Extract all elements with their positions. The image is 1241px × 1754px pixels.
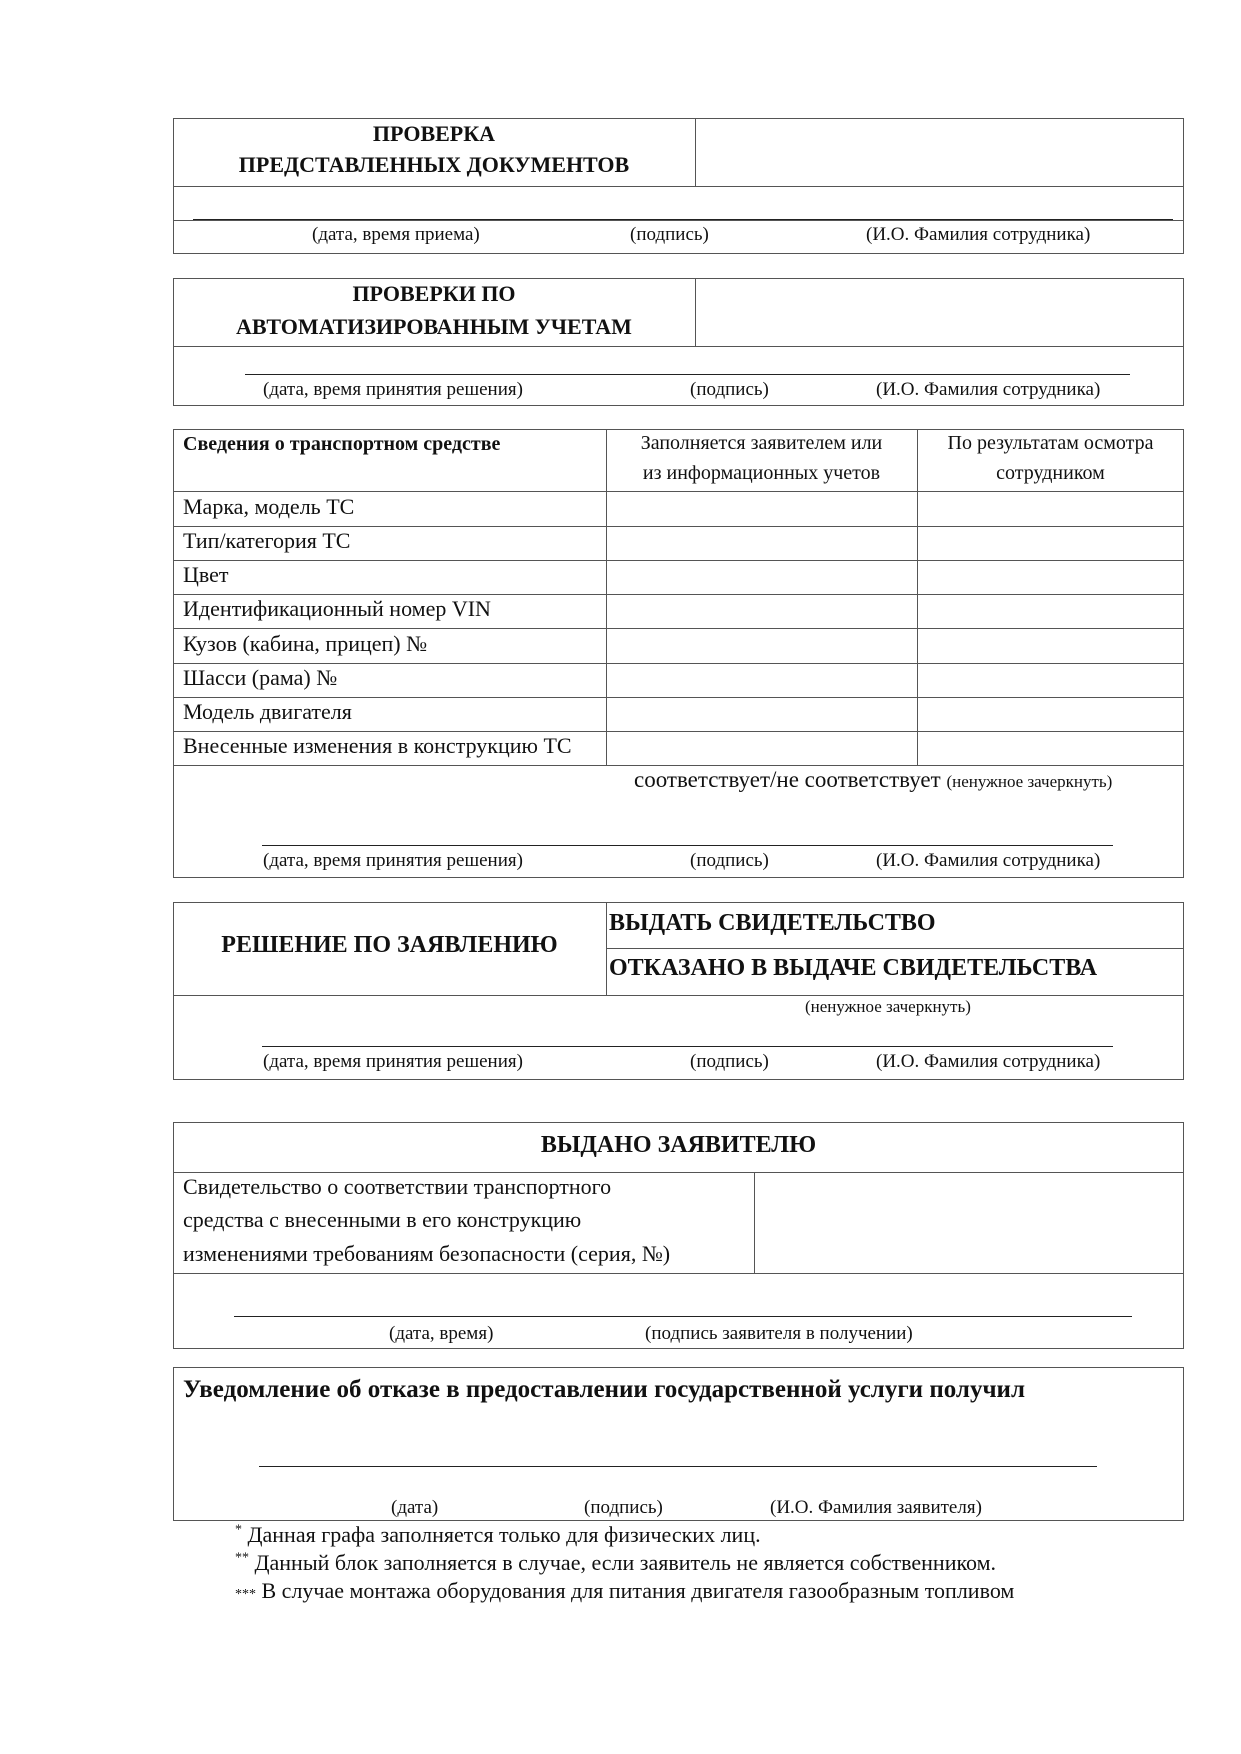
footnote-text: Данная графа заполняется только для физических лиц. <box>247 1522 761 1547</box>
conformity-text <box>634 767 1112 793</box>
caption-signature: (подпись) <box>690 850 769 871</box>
table-row-label: Тип/категория ТС <box>183 528 351 553</box>
footnote-mark: *** <box>235 1587 256 1602</box>
caption-signature: (подпись) <box>584 1497 663 1518</box>
footnote <box>235 1550 996 1575</box>
row-divider <box>173 560 1184 561</box>
divider <box>606 948 1184 949</box>
divider <box>695 278 696 346</box>
divider <box>173 346 1184 347</box>
refusal-title: Уведомление об отказе в предоставлении государственной услуги получил <box>183 1376 1025 1403</box>
divider <box>173 1172 1184 1173</box>
conformity-options: соответствует/не соответствует <box>634 767 941 792</box>
signature-line[interactable] <box>234 1316 1132 1317</box>
divider <box>173 220 1184 221</box>
footnote <box>235 1522 761 1547</box>
caption-date: (дата) <box>391 1497 439 1518</box>
caption-date: (дата, время принятия решения) <box>263 850 523 871</box>
footnote-mark: ** <box>235 1550 249 1566</box>
row-divider <box>173 765 1184 766</box>
signature-line[interactable] <box>245 374 1130 375</box>
divider <box>695 118 696 186</box>
row-divider <box>173 526 1184 527</box>
certificate-label: средства с внесенными в его конструкцию <box>183 1207 582 1232</box>
section-title: ПРЕДСТАВЛЕННЫХ ДОКУМЕНТОВ <box>238 152 630 177</box>
caption-signature: (подпись) <box>690 1051 769 1072</box>
caption-signature: (подпись) <box>630 224 709 245</box>
caption-applicant-signature: (подпись заявителя в получении) <box>645 1323 913 1344</box>
caption-date: (дата, время принятия решения) <box>263 1051 523 1072</box>
caption-employee-name: (И.О. Фамилия сотрудника) <box>876 1051 1101 1072</box>
row-divider <box>173 663 1184 664</box>
footnote <box>235 1578 1014 1603</box>
table-row-label: Шасси (рама) № <box>183 665 338 690</box>
footnote-text: В случае монтажа оборудования для питания двигателя газообразным топливом <box>261 1578 1015 1603</box>
signature-line[interactable] <box>262 845 1113 846</box>
caption-signature: (подпись) <box>690 379 769 400</box>
divider <box>173 1273 1184 1274</box>
caption-applicant-name: (И.О. Фамилия заявителя) <box>770 1497 982 1518</box>
table-row-label: Цвет <box>183 562 229 587</box>
table-row-label: Модель двигателя <box>183 699 352 724</box>
caption-employee-name: (И.О. Фамилия сотрудника) <box>876 850 1101 871</box>
row-divider <box>173 697 1184 698</box>
strike-note: (ненужное зачеркнуть) <box>805 997 971 1016</box>
signature-line[interactable] <box>259 1466 1097 1467</box>
section-title: ПРОВЕРКИ ПО <box>352 281 516 306</box>
table-header-info: Сведения о транспортном средстве <box>183 433 501 455</box>
caption-employee-name: (И.О. Фамилия сотрудника) <box>866 224 1091 245</box>
table-header-applicant: из информационных учетов <box>642 462 881 484</box>
issued-title: ВЫДАНО ЗАЯВИТЕЛЮ <box>540 1132 817 1158</box>
section-title: ПРОВЕРКА <box>372 121 496 146</box>
row-divider <box>173 594 1184 595</box>
table-header-inspection: По результатам осмотра <box>947 432 1154 454</box>
signature-line[interactable] <box>193 219 1173 220</box>
row-divider <box>173 731 1184 732</box>
certificate-label: изменениями требованиям безопасности (серия, №) <box>183 1241 671 1266</box>
divider <box>173 995 1184 996</box>
table-row-label: Идентификационный номер VIN <box>183 596 491 621</box>
caption-date: (дата, время принятия решения) <box>263 379 523 400</box>
divider <box>173 186 1184 187</box>
footnote-mark: * <box>235 1522 242 1538</box>
row-divider <box>173 628 1184 629</box>
table-row-label: Внесенные изменения в конструкцию ТС <box>183 733 572 758</box>
table-header-applicant: Заполняется заявителем или <box>640 432 883 454</box>
signature-line[interactable] <box>262 1046 1113 1047</box>
caption-date: (дата, время) <box>389 1323 494 1344</box>
divider <box>754 1172 755 1273</box>
caption-date: (дата, время приема) <box>312 224 480 245</box>
caption-employee-name: (И.О. Фамилия сотрудника) <box>876 379 1101 400</box>
footnote-text: Данный блок заполняется в случае, если заявитель не является собственником. <box>254 1550 997 1575</box>
option-issue-certificate[interactable]: ВЫДАТЬ СВИДЕТЕЛЬСТВО <box>609 910 936 936</box>
certificate-label: Свидетельство о соответствии транспортного <box>183 1174 612 1199</box>
table-row-label: Марка, модель ТС <box>183 494 355 519</box>
row-divider <box>173 491 1184 492</box>
decision-title: РЕШЕНИЕ ПО ЗАЯВЛЕНИЮ <box>221 932 558 958</box>
table-row-label: Кузов (кабина, прицеп) № <box>183 631 428 656</box>
table-header-inspection: сотрудником <box>996 462 1105 484</box>
conformity-note: (ненужное зачеркнуть) <box>946 772 1113 791</box>
section-title: АВТОМАТИЗИРОВАННЫМ УЧЕТАМ <box>236 314 632 339</box>
option-refuse-certificate[interactable]: ОТКАЗАНО В ВЫДАЧЕ СВИДЕТЕЛЬСТВА <box>609 955 1098 981</box>
